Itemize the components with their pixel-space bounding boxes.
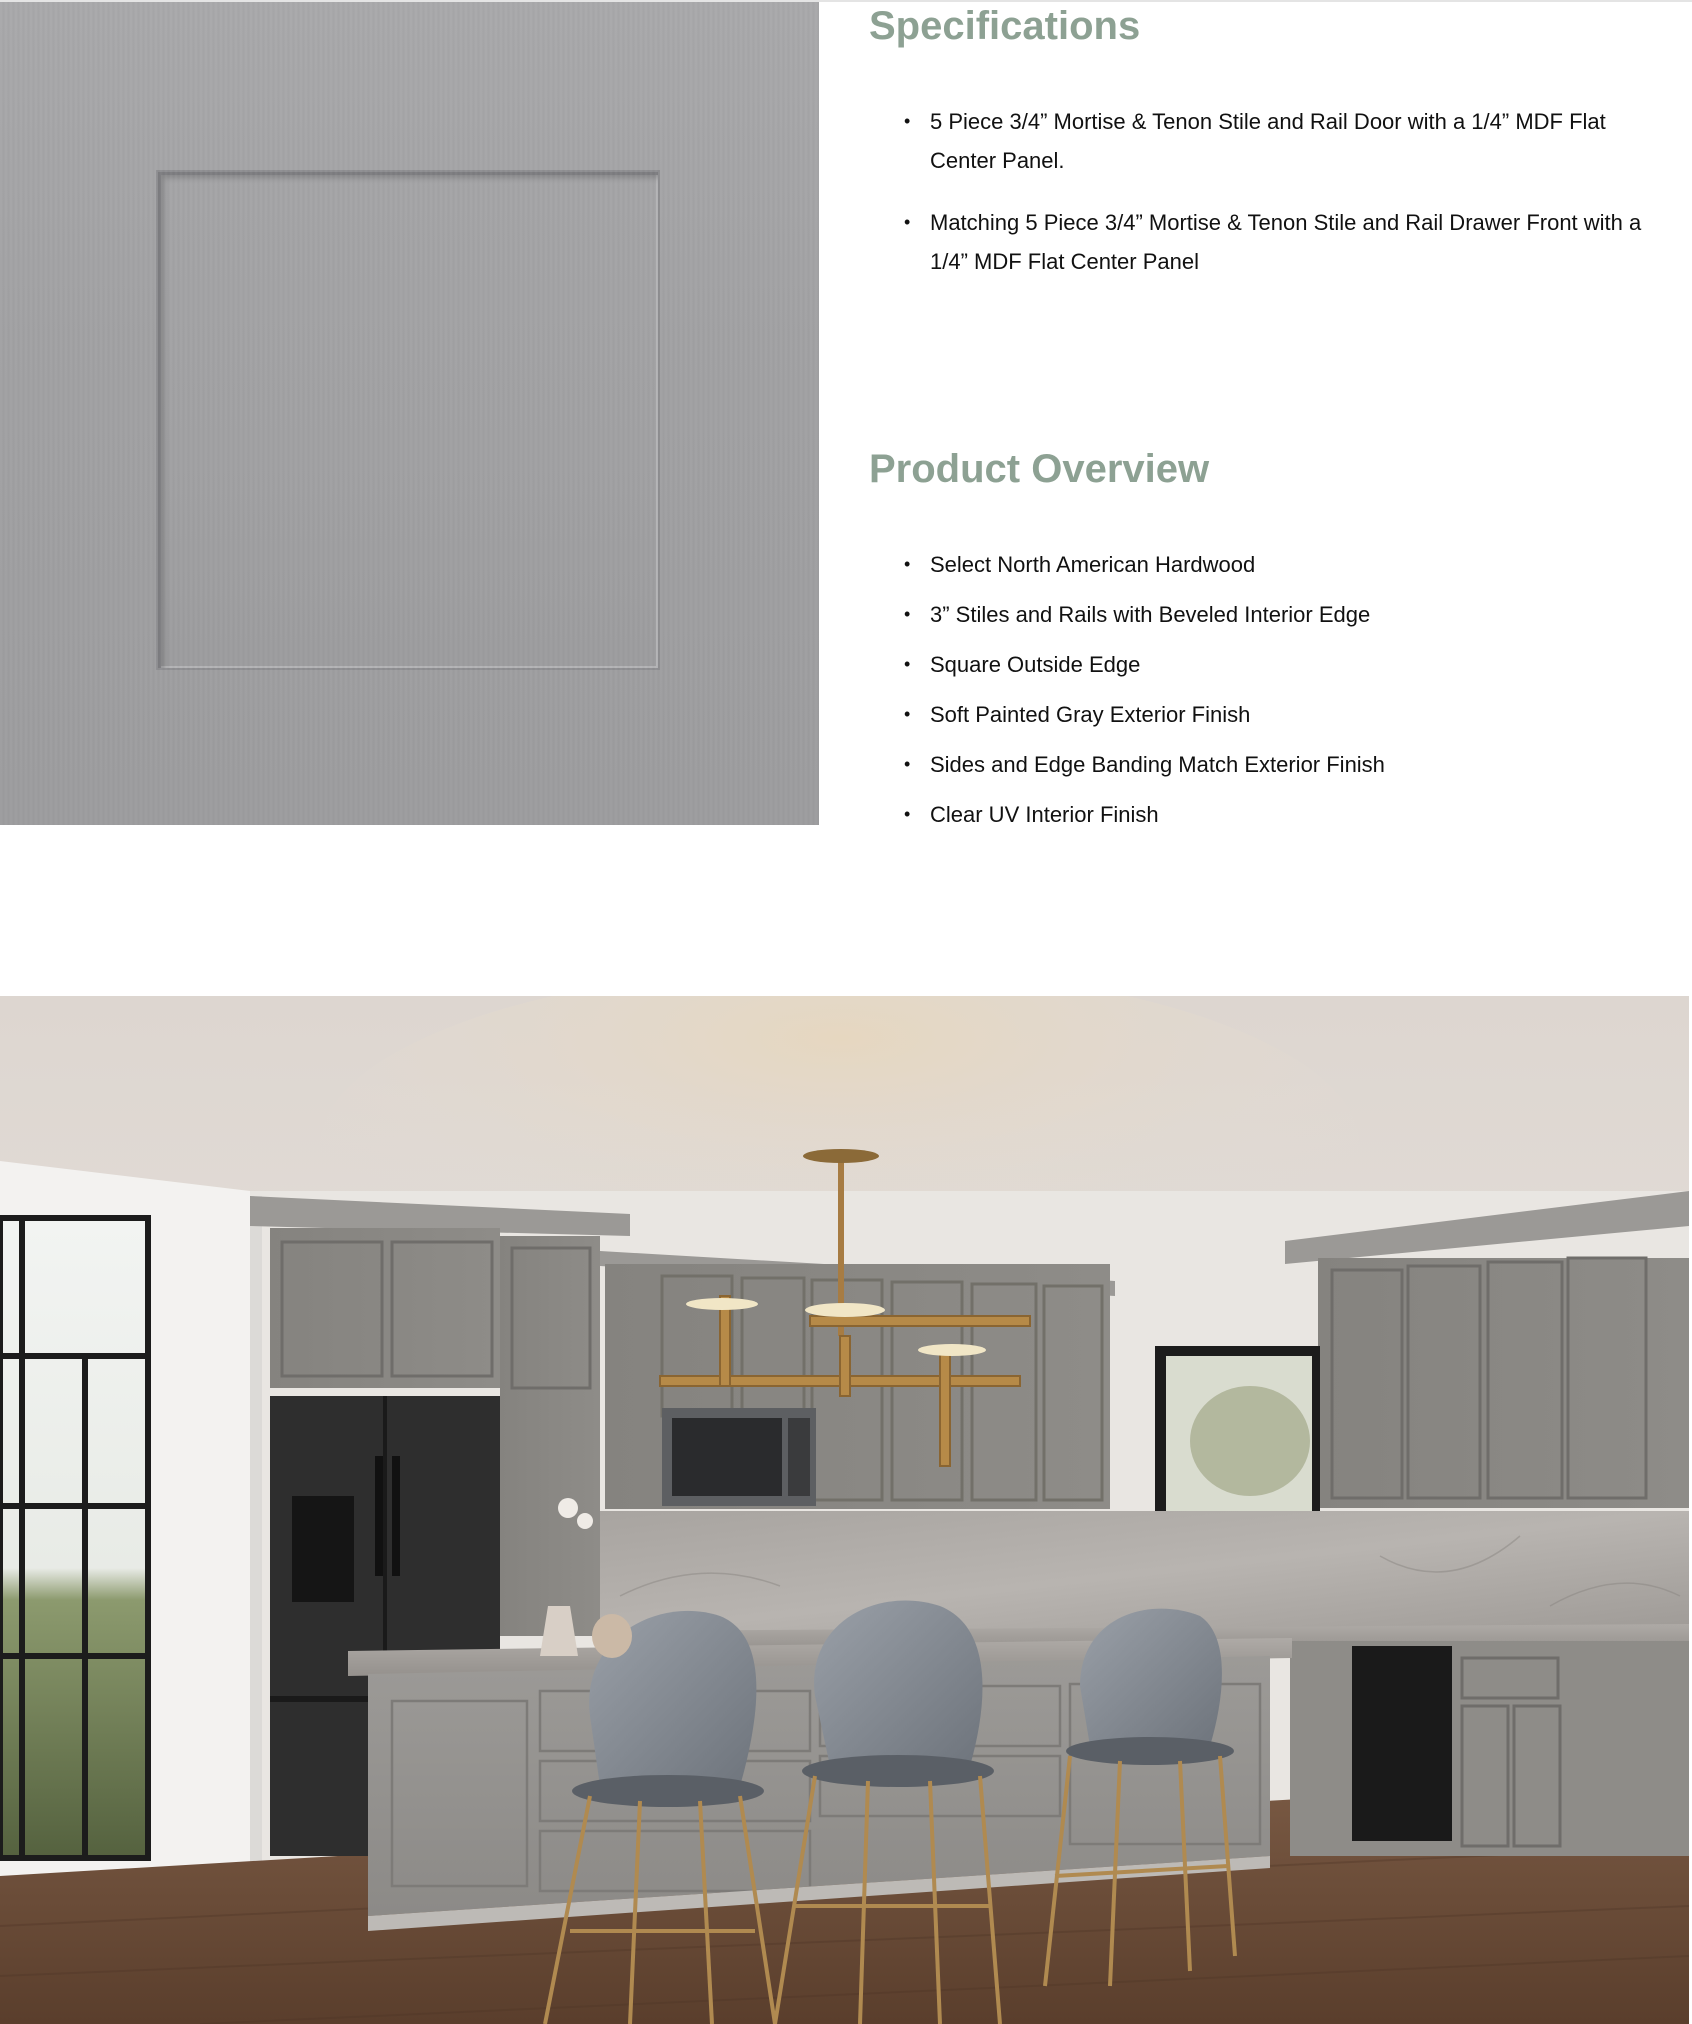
overview-item: • Square Outside Edge <box>869 645 1669 684</box>
overview-item: • Clear UV Interior Finish <box>869 795 1669 834</box>
door-sample-image <box>0 2 819 825</box>
overview-item: • 3” Stiles and Rails with Beveled Interior Edge <box>869 595 1669 634</box>
overview-item: • Sides and Edge Banding Match Exterior Finish <box>869 745 1669 784</box>
door-center-panel <box>156 170 660 670</box>
spec-item: • 5 Piece 3/4” Mortise & Tenon Stile and Rail Door with a 1/4” MDF Flat Center Panel. <box>869 102 1669 180</box>
product-overview-heading: Product Overview <box>869 447 1210 491</box>
spec-item: • Matching 5 Piece 3/4” Mortise & Tenon Stile and Rail Drawer Front with a 1/4” MDF Flat Center Panel <box>869 203 1669 281</box>
kitchen-scene-image <box>0 996 1689 2024</box>
overview-item: • Soft Painted Gray Exterior Finish <box>869 695 1669 734</box>
specifications-list <box>869 102 1669 304</box>
overview-item: • Select North American Hardwood <box>869 545 1669 584</box>
specifications-heading: Specifications <box>869 4 1141 48</box>
overview-list <box>869 545 1669 845</box>
